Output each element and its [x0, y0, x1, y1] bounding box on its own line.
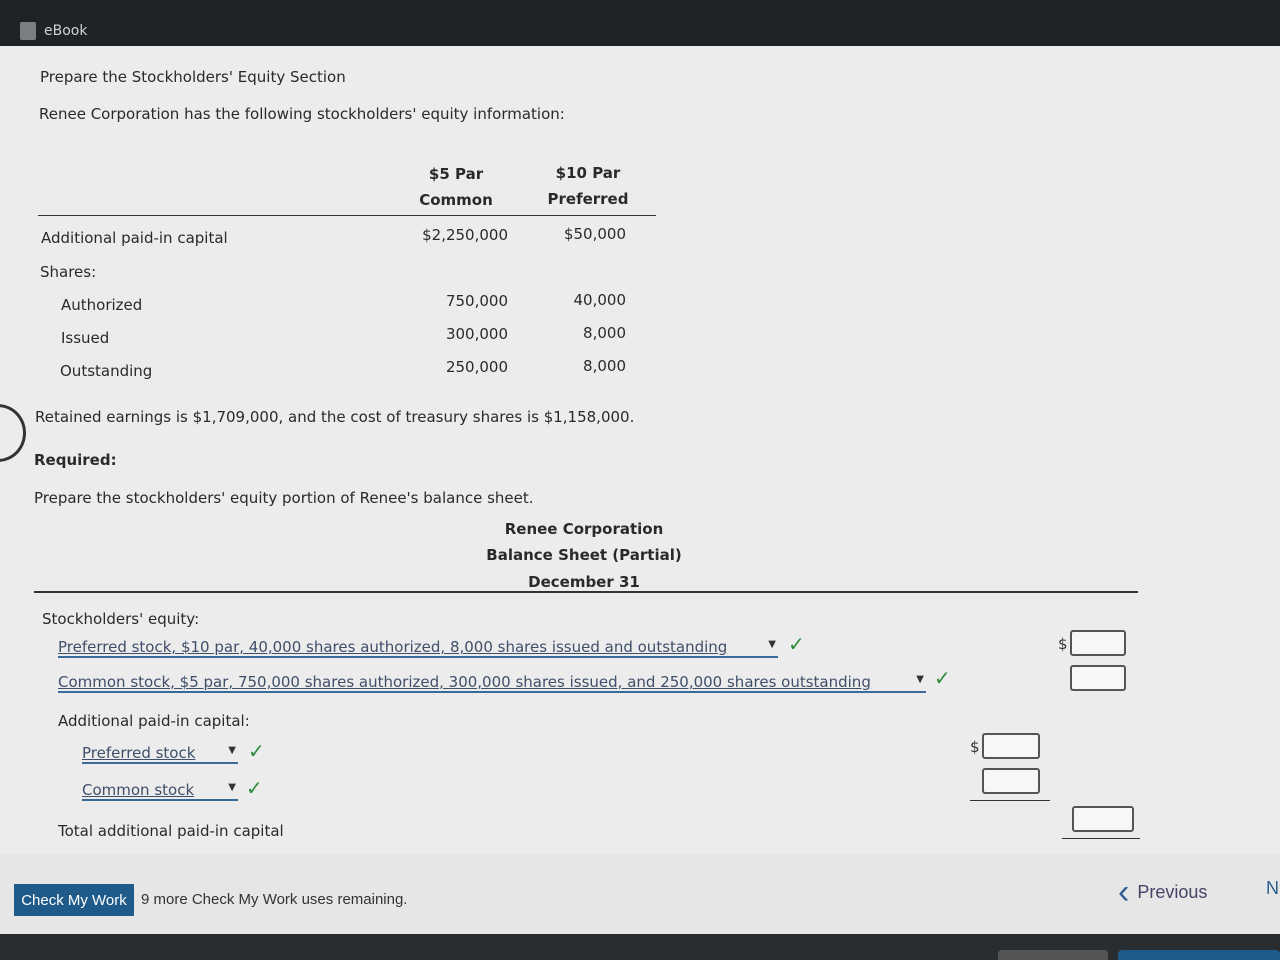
- row-issued-common: 300,000: [445, 325, 508, 343]
- preferred-stock-dropdown[interactable]: [58, 638, 778, 658]
- chevron-down-icon: ▼: [228, 782, 236, 793]
- row-label-shares: Shares:: [40, 263, 97, 281]
- common-stock-dropdown-value: Common stock, $5 par, 750,000 shares authorized, 300,000 shares issued, and 250,000 shares outstanding: [58, 673, 871, 691]
- chevron-down-icon: ▼: [228, 745, 236, 756]
- col-common-header-line2: Common: [419, 191, 493, 209]
- required-label: Required:: [34, 451, 117, 469]
- total-apic-label: Total additional paid-in capital: [58, 822, 284, 840]
- ebook-label: eBook: [44, 23, 88, 39]
- row-outstanding-common: 250,000: [445, 358, 508, 376]
- chevron-down-icon: ▼: [916, 674, 924, 685]
- bs-title: Balance Sheet (Partial): [486, 546, 682, 564]
- apic-preferred-amount-input[interactable]: [982, 733, 1040, 759]
- row-apic-preferred: $50,000: [563, 225, 626, 243]
- apic-preferred-dropdown-value: Preferred stock: [82, 744, 196, 762]
- row-label-outstanding: Outstanding: [60, 362, 153, 380]
- bs-date: December 31: [528, 573, 640, 591]
- bs-company: Renee Corporation: [504, 520, 664, 538]
- apic-preferred-dropdown[interactable]: [82, 744, 238, 764]
- apic-common-dropdown[interactable]: [82, 781, 238, 801]
- bs-header-rule: [34, 591, 1138, 593]
- total-rule: [1062, 838, 1140, 839]
- checkmark-icon: ✓: [934, 666, 951, 690]
- total-apic-amount-input[interactable]: [1072, 806, 1134, 832]
- chevron-down-icon: ▼: [768, 639, 776, 650]
- row-label-issued: Issued: [61, 329, 110, 347]
- bottom-tab: [1118, 950, 1280, 960]
- chevron-left-icon: ‹: [1118, 873, 1130, 911]
- previous-label: Previous: [1137, 881, 1208, 902]
- retained-earnings-text: Retained earnings is $1,709,000, and the cost of treasury shares is $1,158,000.: [35, 408, 635, 426]
- apic-common-dropdown-value: Common stock: [82, 781, 195, 799]
- checkmark-icon: ✓: [246, 776, 263, 800]
- col-common-header-line1: $5 Par: [428, 165, 484, 183]
- checkmark-icon: ✓: [788, 632, 805, 656]
- bs-section-label: Stockholders' equity:: [42, 610, 200, 628]
- previous-button[interactable]: [1118, 875, 1207, 909]
- bottom-tab: [998, 950, 1108, 960]
- checkmark-icon: ✓: [248, 739, 265, 763]
- row-authorized-preferred: 40,000: [573, 291, 626, 309]
- row-authorized-common: 750,000: [445, 292, 508, 310]
- table-header-rule: [38, 215, 656, 216]
- row-apic-common: $2,250,000: [422, 226, 508, 244]
- preferred-stock-amount-input[interactable]: [1070, 630, 1126, 656]
- check-my-work-button[interactable]: Check My Work: [14, 884, 134, 916]
- col-preferred-header-line1: $10 Par: [555, 164, 621, 182]
- row-outstanding-preferred: 8,000: [583, 357, 626, 375]
- row-label-apic: Additional paid-in capital: [41, 229, 228, 247]
- required-text: Prepare the stockholders' equity portion of Renee's balance sheet.: [34, 489, 534, 507]
- remaining-uses-text: 9 more Check My Work uses remaining.: [141, 891, 408, 908]
- problem-title: Prepare the Stockholders' Equity Section: [40, 68, 346, 86]
- col-preferred-header-line2: Preferred: [547, 190, 629, 208]
- next-button[interactable]: N: [1266, 878, 1279, 898]
- common-stock-dropdown[interactable]: [58, 673, 926, 693]
- dollar-sign: $: [970, 738, 980, 756]
- row-label-authorized: Authorized: [61, 296, 143, 314]
- row-issued-preferred: 8,000: [583, 324, 626, 342]
- book-icon: [20, 22, 36, 40]
- common-stock-amount-input[interactable]: [1070, 665, 1126, 691]
- subtotal-rule: [970, 800, 1050, 801]
- ebook-tab[interactable]: [20, 22, 87, 40]
- dollar-sign: $: [1058, 635, 1068, 653]
- problem-intro: Renee Corporation has the following stockholders' equity information:: [39, 105, 565, 123]
- apic-label: Additional paid-in capital:: [58, 712, 250, 730]
- preferred-stock-dropdown-value: Preferred stock, $10 par, 40,000 shares authorized, 8,000 shares issued and outstanding: [58, 638, 728, 656]
- top-bar: [0, 0, 1280, 46]
- apic-common-amount-input[interactable]: [982, 768, 1040, 794]
